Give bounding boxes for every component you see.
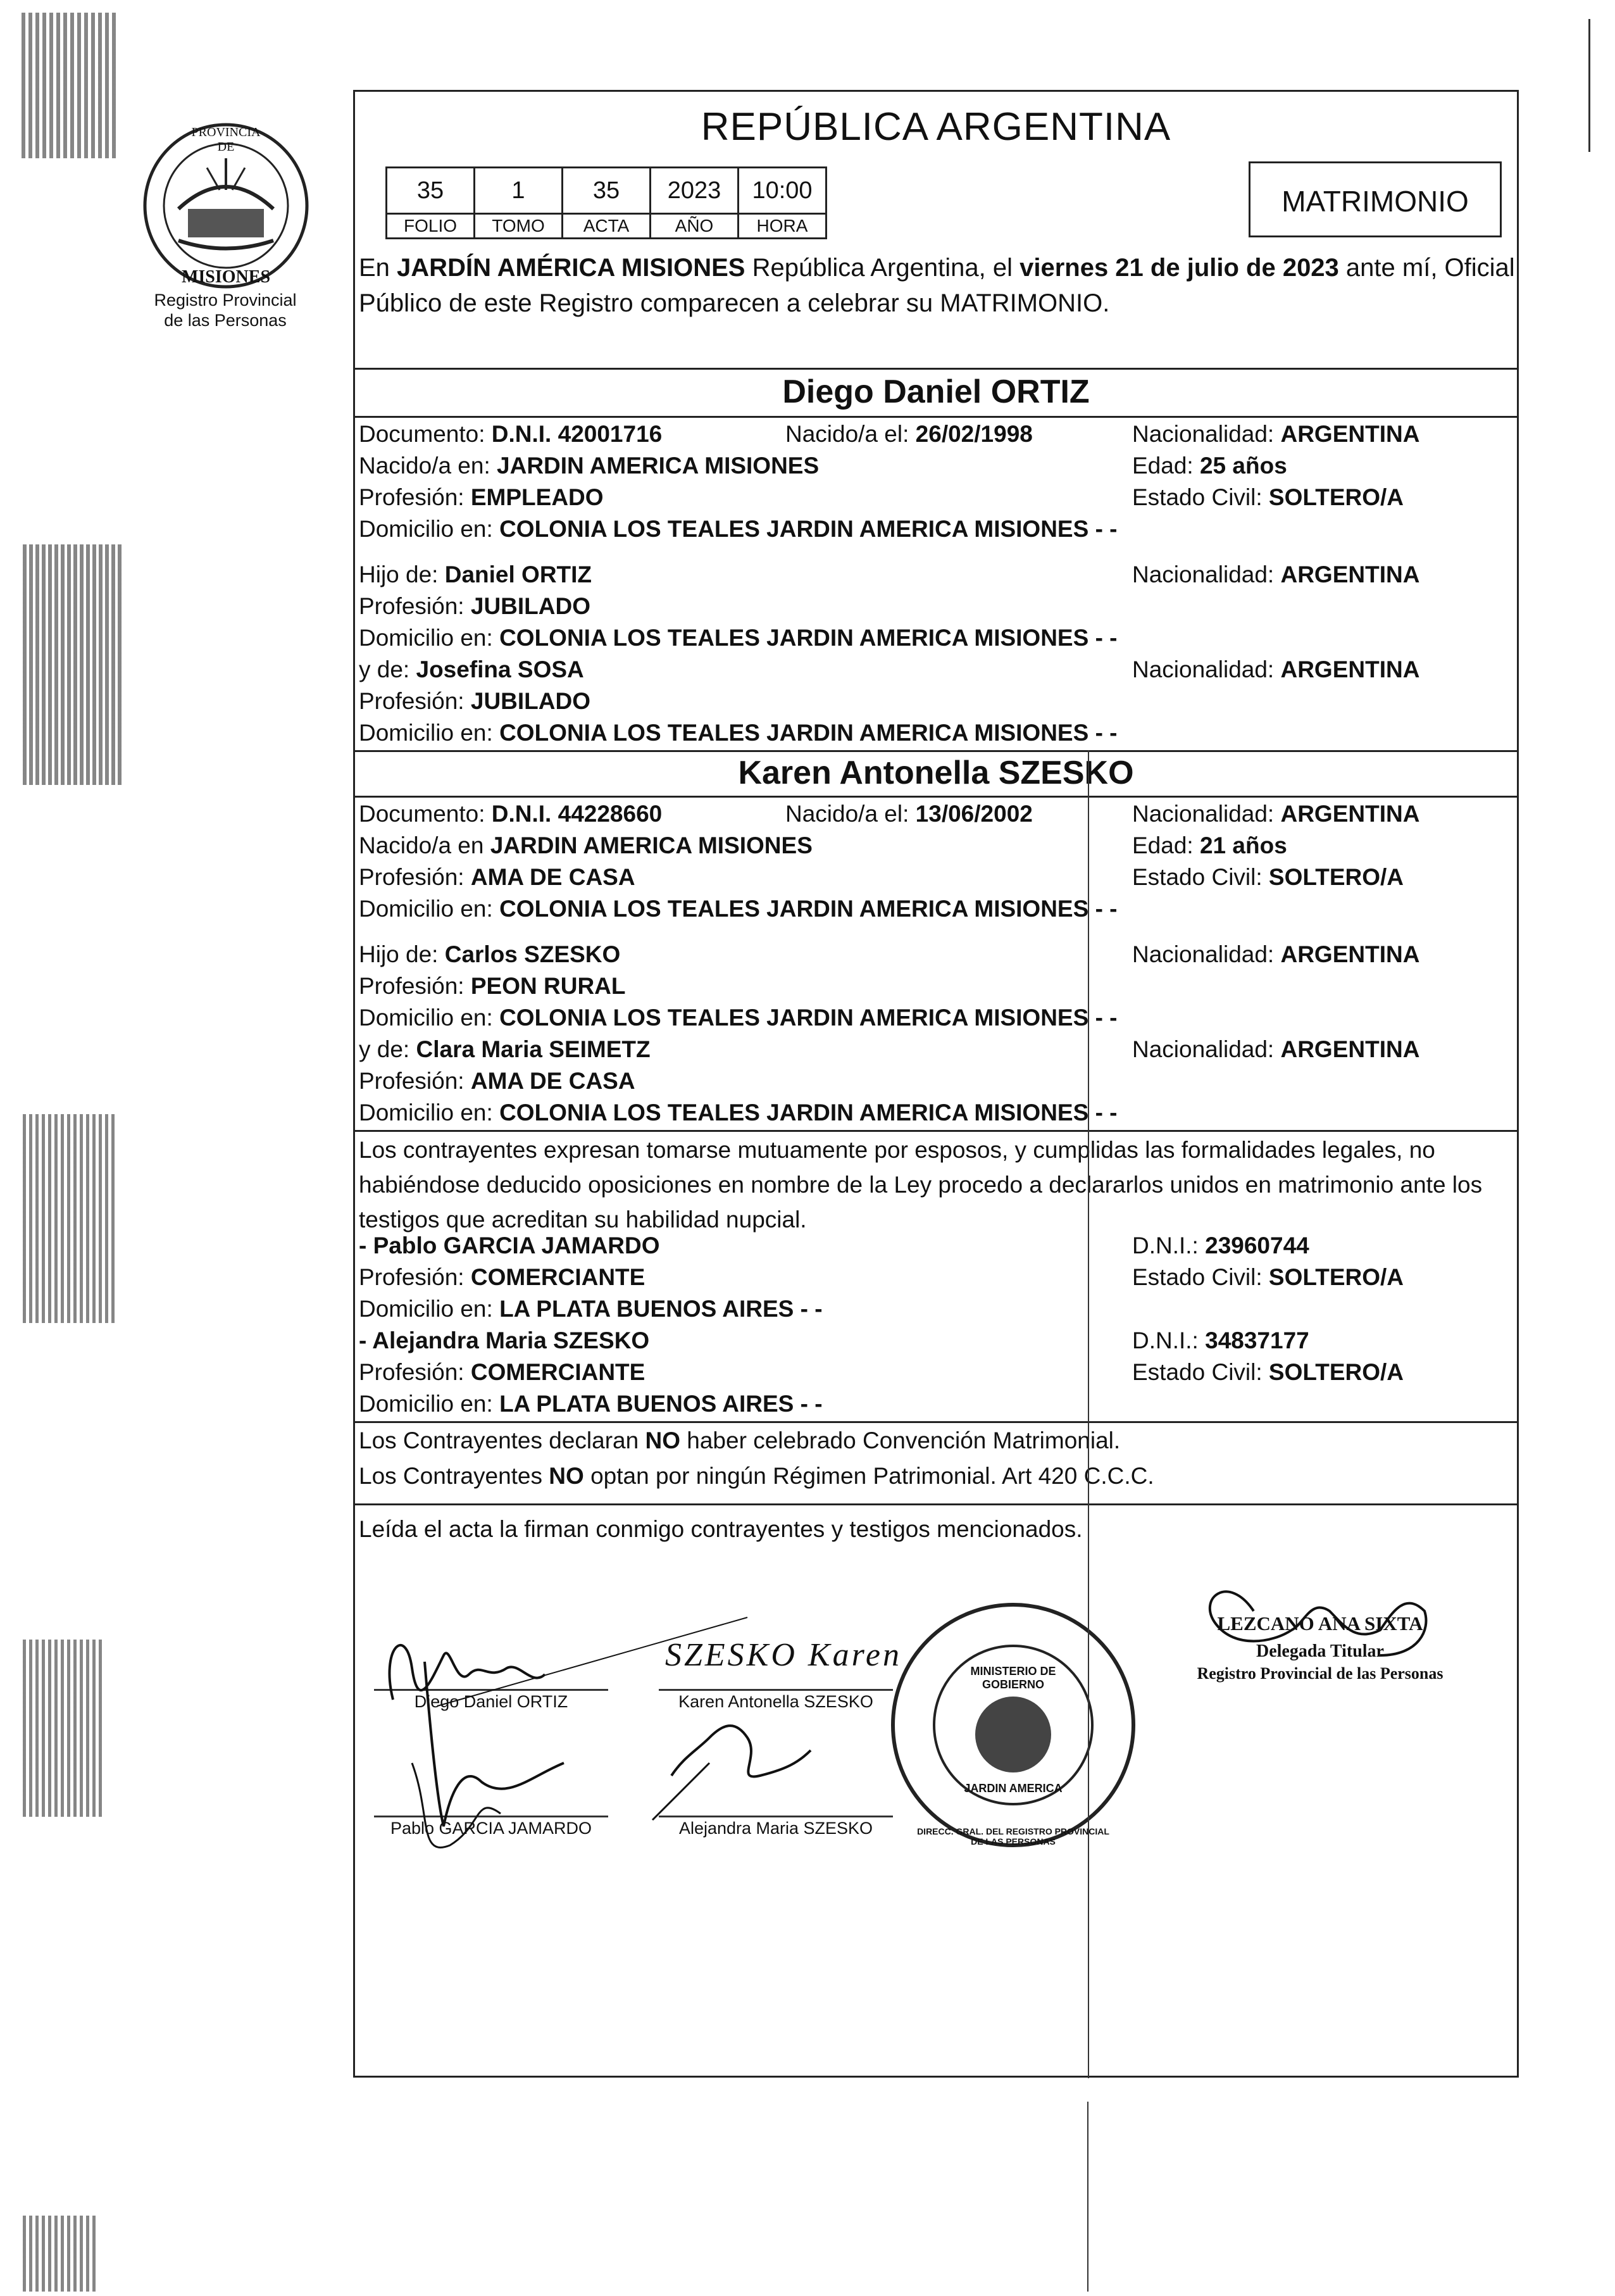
value: 25 años	[1199, 453, 1287, 479]
text: NO	[645, 1427, 680, 1453]
value: PEON RURAL	[470, 973, 626, 999]
text: optan por ningún Régimen Patrimonial. Art 420 C.C.C.	[583, 1463, 1154, 1489]
intro-text: República Argentina, el	[745, 254, 1020, 282]
value: COLONIA LOS TEALES JARDIN AMERICA MISIONES - -	[499, 516, 1118, 542]
c1-profesion	[359, 484, 604, 511]
label: Estado Civil:	[1132, 1359, 1269, 1385]
c1-padre-domicilio	[359, 625, 1118, 651]
divider	[355, 1130, 1517, 1132]
signature-label-4: Alejandra Maria SZESKO	[678, 1819, 873, 1838]
signature-label-2: Karen Antonella SZESKO	[678, 1692, 873, 1711]
label: Documento:	[359, 421, 492, 447]
label: Edad:	[1132, 832, 1200, 858]
value: AMA DE CASA	[470, 1068, 635, 1094]
c2-padre-nacionalidad	[1132, 941, 1419, 968]
value: Josefina SOSA	[416, 656, 584, 682]
convencion-line2	[359, 1463, 1154, 1490]
value: COMERCIANTE	[470, 1359, 645, 1385]
intro-paragraph	[359, 250, 1517, 321]
c2-padre-domicilio	[359, 1005, 1118, 1031]
divider	[355, 750, 1517, 752]
anio-label: AÑO	[651, 214, 739, 239]
province-seal	[140, 120, 311, 291]
c1-madre-profesion	[359, 688, 590, 715]
label: y de:	[359, 656, 416, 682]
testigo2-name	[359, 1327, 649, 1354]
value: Daniel ORTIZ	[444, 561, 592, 587]
c1-nacionalidad	[1132, 421, 1419, 448]
c1-edad	[1132, 453, 1287, 479]
c2-padre	[359, 941, 620, 968]
value: COLONIA LOS TEALES JARDIN AMERICA MISIONES - -	[499, 720, 1118, 746]
c1-padre-profesion	[359, 593, 590, 620]
label: Nacido/a el:	[785, 421, 916, 447]
c2-nacido-el	[785, 801, 1033, 827]
c2-padre-profesion	[359, 973, 626, 1000]
value: SOLTERO/A	[1268, 864, 1404, 890]
label: D.N.I.:	[1132, 1327, 1206, 1353]
page-title: REPÚBLICA ARGENTINA	[701, 105, 1171, 149]
anio-value: 2023	[651, 168, 739, 214]
label: Domicilio en:	[359, 720, 500, 746]
c2-edad	[1132, 832, 1287, 859]
divider	[355, 1503, 1517, 1505]
label: Edad:	[1132, 453, 1200, 479]
value: Clara Maria SEIMETZ	[416, 1036, 651, 1062]
label: Hijo de:	[359, 941, 445, 967]
scan-noise	[22, 13, 116, 158]
value: ARGENTINA	[1280, 561, 1420, 587]
text: haber celebrado Convención Matrimonial.	[680, 1427, 1121, 1453]
divider	[355, 416, 1517, 418]
value: JUBILADO	[470, 593, 590, 619]
label: Profesión:	[359, 973, 471, 999]
seal-ring-bottom: MISIONES	[181, 267, 271, 287]
divider	[355, 368, 1517, 370]
text: Los Contrayentes declaran	[359, 1427, 645, 1453]
value: JARDIN AMERICA MISIONES	[490, 832, 813, 858]
signature-label-1: Diego Daniel ORTIZ	[414, 1692, 568, 1711]
value: SOLTERO/A	[1268, 1264, 1404, 1290]
label: Estado Civil:	[1132, 1264, 1269, 1290]
label: Nacionalidad:	[1132, 1036, 1281, 1062]
seal-ring-top: PROVINCIA DE	[191, 125, 261, 154]
label: Domicilio en:	[359, 1391, 500, 1417]
label: D.N.I.:	[1132, 1233, 1206, 1258]
scan-noise	[23, 1114, 118, 1323]
label: Nacionalidad:	[1132, 421, 1281, 447]
value: - Pablo GARCIA JAMARDO	[359, 1233, 660, 1258]
label: y de:	[359, 1036, 416, 1062]
label: Nacido/a en	[359, 832, 490, 858]
value: ARGENTINA	[1280, 1036, 1420, 1062]
intro-date: viernes 21 de julio de 2023	[1020, 254, 1339, 282]
value: 34837177	[1205, 1327, 1309, 1353]
registry-table	[385, 166, 827, 239]
contrayente2-name: Karen Antonella SZESKO	[738, 755, 1134, 791]
c1-nacido-en	[359, 453, 819, 479]
c1-padre	[359, 561, 592, 588]
value: LA PLATA BUENOS AIRES - -	[499, 1296, 823, 1322]
c2-madre	[359, 1036, 651, 1063]
value: COLONIA LOS TEALES JARDIN AMERICA MISIONES - -	[499, 896, 1118, 922]
intro-text: En	[359, 254, 397, 282]
testigo1-profesion	[359, 1264, 645, 1291]
contrayente1-name: Diego Daniel ORTIZ	[782, 373, 1090, 410]
c2-nacionalidad	[1132, 801, 1419, 827]
value: SOLTERO/A	[1268, 484, 1404, 510]
c2-nacido-en	[359, 832, 813, 859]
text: NO	[549, 1463, 584, 1489]
scan-line	[1088, 750, 1089, 2078]
label: Profesión:	[359, 593, 471, 619]
value: COLONIA LOS TEALES JARDIN AMERICA MISIONES - -	[499, 625, 1118, 651]
label: Profesión:	[359, 1068, 471, 1094]
doc-type-box: MATRIMONIO	[1249, 161, 1502, 237]
testigo1-estado-civil	[1132, 1264, 1404, 1291]
declaration-paragraph: Los contrayentes expresan tomarse mutuamente por esposos, y cumplidas las formalidades legales, no habiéndose deducido oposiciones en nombre de la Ley procedo a declararlos unidos en matrimonio ante los testigos que acreditan su habilidad nupcial.	[359, 1137, 1483, 1233]
acta-value: 35	[563, 168, 651, 214]
intro-text: ante mí, Oficial Público de este Registro comparecen a celebrar su MATRIMONIO.	[359, 254, 1515, 317]
label: Estado Civil:	[1132, 484, 1269, 510]
scan-noise	[23, 544, 124, 785]
value: JUBILADO	[470, 688, 590, 714]
label: Profesión:	[359, 864, 471, 890]
label: Domicilio en:	[359, 516, 500, 542]
value: D.N.I. 42001716	[491, 421, 663, 447]
label: Hijo de:	[359, 561, 445, 587]
value: ARGENTINA	[1280, 941, 1420, 967]
c1-nacido-el	[785, 421, 1033, 448]
c2-profesion	[359, 864, 635, 891]
c2-madre-domicilio	[359, 1100, 1118, 1126]
testigo1-domicilio	[359, 1296, 823, 1322]
testigo2-domicilio	[359, 1391, 823, 1417]
folio-label: FOLIO	[387, 214, 475, 239]
value: EMPLEADO	[470, 484, 604, 510]
c1-madre	[359, 656, 584, 683]
value: ARGENTINA	[1280, 421, 1420, 447]
c1-domicilio	[359, 516, 1118, 543]
label: Nacido/a el:	[785, 801, 916, 827]
label: Domicilio en:	[359, 1296, 500, 1322]
value: 26/02/1998	[915, 421, 1033, 447]
testigo2-dni	[1132, 1327, 1309, 1354]
tomo-label: TOMO	[475, 214, 563, 239]
scan-line	[1087, 2102, 1088, 2292]
value: COLONIA LOS TEALES JARDIN AMERICA MISIONES - -	[499, 1005, 1118, 1031]
value: SOLTERO/A	[1268, 1359, 1404, 1385]
c2-domicilio	[359, 896, 1118, 922]
c2-madre-nacionalidad	[1132, 1036, 1419, 1063]
divider	[355, 796, 1517, 798]
c2-madre-profesion	[359, 1068, 635, 1095]
value: COMERCIANTE	[470, 1264, 645, 1290]
testigo2-estado-civil	[1132, 1359, 1404, 1386]
label: Domicilio en:	[359, 625, 500, 651]
c1-documento	[359, 421, 662, 448]
value: 23960744	[1205, 1233, 1309, 1258]
official-block	[1152, 1612, 1488, 1683]
seal-caption-line2: de las Personas	[164, 311, 287, 330]
stamp-city: JARDIN AMERICA	[964, 1782, 1063, 1795]
value: 21 años	[1199, 832, 1287, 858]
label: Domicilio en:	[359, 896, 500, 922]
label: Nacionalidad:	[1132, 561, 1281, 587]
acta-label: ACTA	[563, 214, 651, 239]
text: Los Contrayentes	[359, 1463, 549, 1489]
value: ARGENTINA	[1280, 656, 1420, 682]
official-title: Delegada Titular	[1256, 1641, 1384, 1661]
label: Documento:	[359, 801, 492, 827]
official-name: LEZCANO ANA SIXTA	[1217, 1612, 1423, 1634]
value: AMA DE CASA	[470, 864, 635, 890]
value: D.N.I. 44228660	[491, 801, 663, 827]
convencion-line1	[359, 1427, 1120, 1454]
c1-madre-domicilio	[359, 720, 1118, 746]
c2-documento	[359, 801, 662, 827]
c1-estado-civil	[1132, 484, 1404, 511]
seal-caption	[118, 290, 333, 330]
value: JARDIN AMERICA MISIONES	[497, 453, 820, 479]
label: Domicilio en:	[359, 1100, 500, 1126]
official-stamp	[887, 1598, 1140, 1852]
closing-text: Leída el acta la firman conmigo contrayentes y testigos mencionados.	[359, 1516, 1083, 1542]
c1-padre-nacionalidad	[1132, 561, 1419, 588]
label: Nacido/a en:	[359, 453, 497, 479]
stamp-ring-text: DIRECC. GRAL. DEL REGISTRO PROVINCIAL DE LAS PERSONAS	[917, 1826, 1109, 1847]
scan-noise	[23, 1640, 105, 1817]
divider	[355, 1421, 1517, 1423]
testigo2-profesion	[359, 1359, 645, 1386]
testigo1-name	[359, 1233, 660, 1259]
hora-label: HORA	[739, 214, 826, 239]
c2-estado-civil	[1132, 864, 1404, 891]
label: Nacionalidad:	[1132, 656, 1281, 682]
label: Profesión:	[359, 688, 471, 714]
c1-madre-nacionalidad	[1132, 656, 1419, 683]
label: Nacionalidad:	[1132, 801, 1281, 827]
handwritten-name-2: SZESKO Karen	[665, 1637, 902, 1673]
value: 13/06/2002	[915, 801, 1033, 827]
label: Estado Civil:	[1132, 864, 1269, 890]
stamp-inner-text: MINISTERIO DE GOBIERNO	[970, 1665, 1056, 1691]
value: Carlos SZESKO	[444, 941, 621, 967]
scan-noise	[1588, 19, 1590, 152]
label: Profesión:	[359, 1359, 471, 1385]
marriage-certificate	[353, 90, 1519, 2078]
value: - Alejandra Maria SZESKO	[359, 1327, 650, 1353]
value: COLONIA LOS TEALES JARDIN AMERICA MISIONES - -	[499, 1100, 1118, 1126]
label: Profesión:	[359, 484, 471, 510]
seal-caption-line1: Registro Provincial	[154, 291, 297, 310]
value: ARGENTINA	[1280, 801, 1420, 827]
folio-value: 35	[387, 168, 475, 214]
hora-value: 10:00	[739, 168, 826, 214]
official-org: Registro Provincial de las Personas	[1197, 1664, 1444, 1683]
tomo-value: 1	[475, 168, 563, 214]
scan-noise	[23, 2216, 99, 2292]
testigo1-dni	[1132, 1233, 1309, 1259]
signature-label-3: Pablo GARCIA JAMARDO	[390, 1819, 592, 1838]
label: Profesión:	[359, 1264, 471, 1290]
label: Domicilio en:	[359, 1005, 500, 1031]
label: Nacionalidad:	[1132, 941, 1281, 967]
value: LA PLATA BUENOS AIRES - -	[499, 1391, 823, 1417]
intro-place: JARDÍN AMÉRICA MISIONES	[397, 254, 745, 282]
